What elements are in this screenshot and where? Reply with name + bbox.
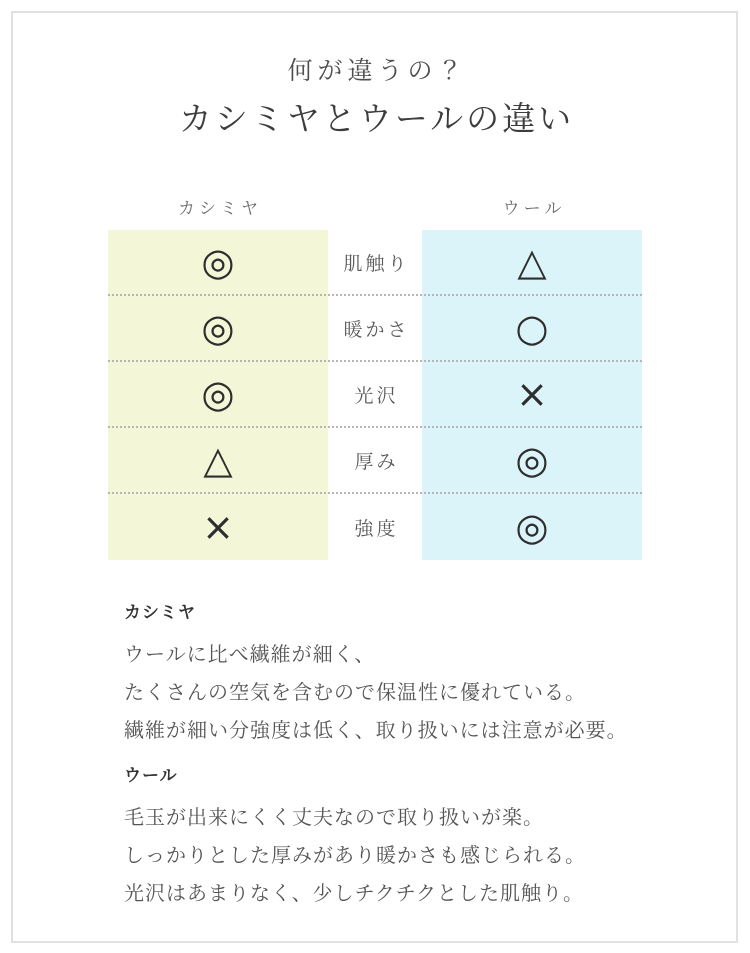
cashmere-rating-symbol: ◎ — [201, 372, 235, 416]
wool-rating-symbol: ○ — [515, 306, 549, 350]
description-line: ウールに比べ繊維が細く、 — [124, 644, 376, 666]
comparison-table — [108, 230, 642, 560]
table-row — [108, 428, 642, 494]
description-body — [124, 799, 664, 913]
attribute-label: 光沢 — [354, 385, 399, 407]
table-row — [108, 296, 642, 362]
cashmere-rating-symbol: ◎ — [201, 240, 235, 284]
cashmere-rating-symbol: ◎ — [201, 306, 235, 350]
column-headers — [108, 194, 642, 218]
column-header-wool: ウール — [502, 198, 566, 218]
cashmere-rating-symbol: × — [202, 505, 234, 549]
wool-rating-symbol: ◎ — [515, 505, 549, 549]
wool-rating-symbol: △ — [517, 240, 547, 284]
description-heading: ウール — [124, 766, 178, 785]
description-area — [124, 602, 664, 913]
wool-rating-symbol: × — [516, 372, 548, 416]
attribute-label: 強度 — [354, 518, 399, 540]
page-header — [0, 0, 750, 142]
table-row — [108, 362, 642, 428]
attribute-label: 厚み — [354, 451, 399, 473]
description-line: 繊維が細い分強度は低く、取り扱いには注意が必要。 — [124, 720, 628, 742]
description-line: たくさんの空気を含むので保温性に優れている。 — [124, 682, 586, 704]
description-line: 光沢はあまりなく、少しチクチクとした肌触り。 — [124, 883, 584, 905]
page-title: カシミヤとウールの違い — [178, 102, 575, 138]
wool-rating-symbol: ◎ — [515, 438, 549, 482]
description-wool — [124, 765, 664, 913]
attribute-label: 暖かさ — [343, 319, 410, 341]
page-eyebrow: 何が違うの？ — [287, 58, 468, 85]
cashmere-rating-symbol: △ — [203, 438, 233, 482]
column-header-cashmere: カシミヤ — [178, 198, 262, 218]
description-line: 毛玉が出来にくく丈夫なので取り扱いが楽。 — [124, 807, 544, 829]
attribute-label: 肌触り — [343, 253, 410, 275]
table-row — [108, 494, 642, 560]
description-heading: カシミヤ — [124, 603, 196, 622]
description-cashmere — [124, 602, 664, 750]
description-line: しっかりとした厚みがあり暖かさも感じられる。 — [124, 845, 586, 867]
description-body — [124, 636, 664, 750]
table-row — [108, 230, 642, 296]
